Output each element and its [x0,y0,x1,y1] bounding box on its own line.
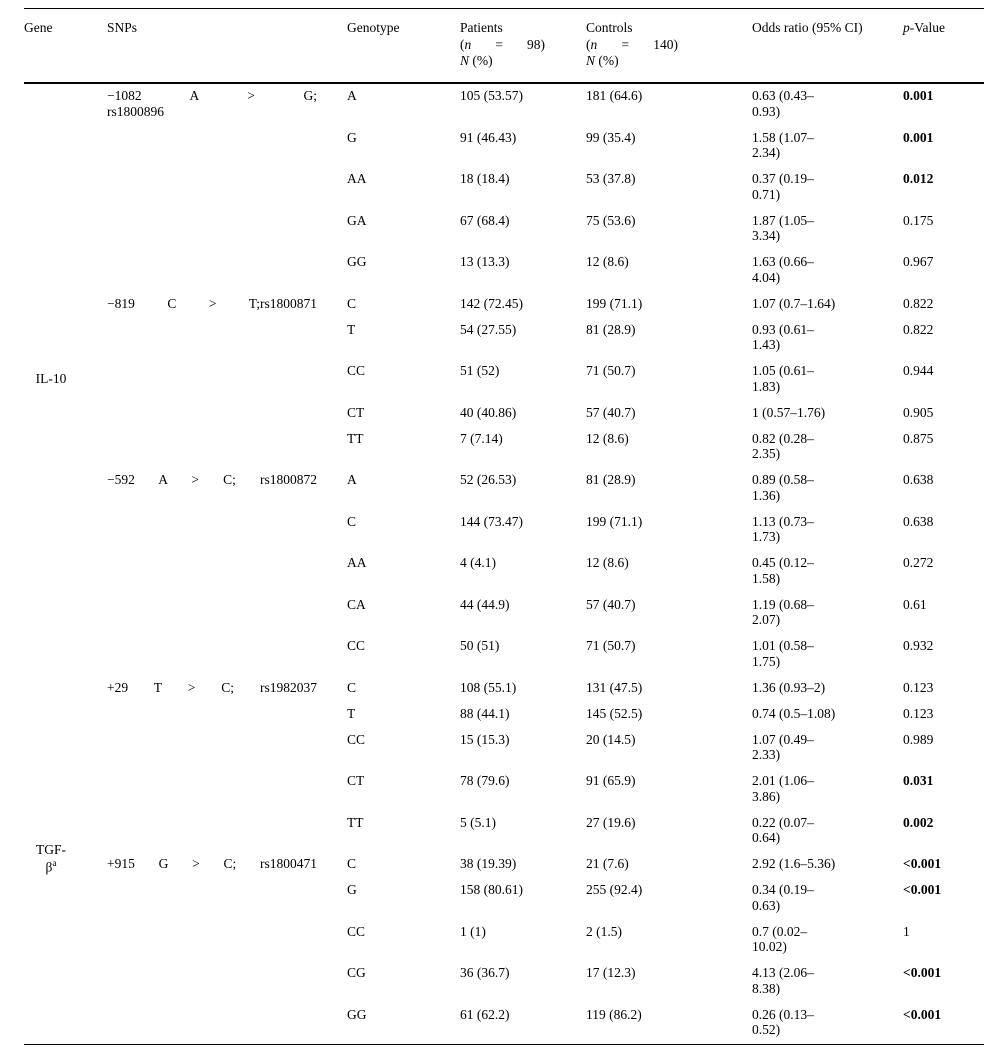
odds-ratio-value: 0.74 (0.5–1.08) [752,705,836,721]
patients-header-line3 [460,53,578,70]
pvalue-cell: 0.031 [903,773,934,788]
genotype-cell: A [347,472,357,487]
header-row [24,9,984,83]
odds-ratio-value: 0.34 (0.19–0.63) [752,882,814,913]
controls-cell: 145 (52.5) [586,705,643,721]
table-body [24,83,984,1045]
controls-cell: 27 (19.6) [586,814,636,830]
odds-ratio-cell [752,919,903,961]
odds-ratio-value: 1.07 (0.49–2.33) [752,731,814,762]
odds-ratio-cell [752,359,903,401]
controls-cell: 12 (8.6) [586,254,629,269]
controls-cell: 181 (64.6) [586,88,643,103]
odds-ratio-value: 1.19 (0.68–2.07) [752,596,814,627]
genotype-cell: GA [347,212,367,228]
odds-ratio-cell [752,468,903,510]
controls-cell: 71 (50.7) [586,638,636,653]
odds-ratio-cell [752,878,903,920]
odds-ratio-cell [752,291,903,317]
patients-cell: 5 (5.1) [460,814,496,830]
patients-cell: 61 (62.2) [460,1006,510,1022]
genotype-cell: CT [347,404,365,420]
genotype-cell: AA [347,555,367,570]
snp-cell [107,852,347,1045]
patients-cell: 13 (13.3) [460,254,510,269]
controls-header-line1: Controls [586,20,633,35]
patients-cell: 88 (44.1) [460,705,510,721]
genotype-cell: CG [347,965,366,980]
col-header-pvalue [903,9,984,83]
snp-label-line: +29 T > C; rs1982037 [107,679,317,695]
col-header-genotype [347,9,460,83]
snp-label-line: +915 G > C; rs1800471 [107,856,317,871]
odds-ratio-value: 0.63 (0.43–0.93) [752,88,814,119]
controls-pct-label: (%) [595,53,619,68]
pvalue-cell: 0.001 [903,129,934,145]
controls-cell: 57 (40.7) [586,404,636,420]
patients-cell: 67 (68.4) [460,212,510,228]
gene-cell [24,83,107,676]
patients-cell: 91 (46.43) [460,129,517,145]
odds-ratio-cell [752,701,903,727]
controls-cell: 57 (40.7) [586,596,636,612]
controls-cell: 91 (65.9) [586,773,636,788]
odds-ratio-cell [752,551,903,593]
odds-ratio-cell [752,208,903,250]
results-table [24,8,984,1045]
pvalue-cell: <0.001 [903,856,942,871]
snp-cell [107,83,347,292]
odds-ratio-value: 1.63 (0.66–4.04) [752,254,814,285]
pvalue-cell: 0.123 [903,705,934,721]
controls-cell: 199 (71.1) [586,295,643,311]
odds-ratio-value: 0.7 (0.02–10.02) [752,923,808,954]
pvalue-cell: 0.123 [903,679,934,695]
pvalue-cell: 0.905 [903,404,934,420]
pvalue-cell: 0.61 [903,596,927,612]
odds-ratio-cell [752,1002,903,1044]
patients-cell: 51 (52) [460,363,500,378]
pvalue-cell: 0.967 [903,254,934,269]
pvalue-cell: 1 [903,923,910,939]
odds-ratio-cell [752,727,903,769]
controls-header-line3 [586,53,744,70]
odds-ratio-value: 1.07 (0.7–1.64) [752,295,836,311]
odds-ratio-value: 0.26 (0.13–0.52) [752,1006,814,1037]
odds-ratio-value: 1.05 (0.61–1.83) [752,363,814,394]
odds-ratio-value: 0.45 (0.12–1.58) [752,555,814,586]
patients-cell: 4 (4.1) [460,555,496,570]
controls-cell: 75 (53.6) [586,212,636,228]
odds-ratio-cell [752,400,903,426]
snp-cell [107,468,347,676]
genotype-cell: CC [347,363,366,378]
pvalue-cell: 0.944 [903,363,934,378]
odds-ratio-cell [752,250,903,292]
pvalue-cell: 0.175 [903,212,934,228]
col-header-gene [24,9,107,83]
controls-n-value: = 140) [597,36,678,52]
genotype-cell: G [347,882,357,897]
patients-cell: 52 (26.53) [460,472,517,487]
gene-label-line: $\beta^a$ [45,859,57,875]
controls-cell: 255 (92.4) [586,882,643,897]
patients-cell: 158 (80.61) [460,882,523,897]
col-header-odds-ratio [752,9,903,83]
controls-cell: 199 (71.1) [586,513,643,529]
pvalue-cell: 0.932 [903,638,934,653]
odds-ratio-value: 0.82 (0.28–2.35) [752,430,814,461]
pvalue-header-rest: -Value [909,20,945,35]
genotype-cell: G [347,129,357,145]
odds-ratio-cell [752,426,903,468]
odds-ratio-value: 0.22 (0.07–0.64) [752,814,814,845]
genotype-cell: TT [347,814,364,830]
odds-ratio-cell [752,509,903,551]
odds-ratio-cell [752,83,903,126]
controls-cell: 12 (8.6) [586,555,629,570]
patients-cell: 40 (40.86) [460,404,517,420]
table-row [24,852,984,878]
controls-cell: 17 (12.3) [586,965,636,980]
odds-ratio-value: 2.92 (1.6–5.36) [752,856,836,871]
genotype-cell: C [347,513,357,529]
pvalue-cell: 0.001 [903,88,934,103]
table-row [24,675,984,701]
genotype-cell: C [347,679,357,695]
pvalue-p-symbol: p [903,20,910,35]
snp-label-line: −592 A > C; rs1800872 [107,472,317,487]
odds-ratio-cell [752,317,903,359]
snp-label-line: −1082 A > G; [107,88,317,103]
patients-cell: 1 (1) [460,923,486,939]
odds-ratio-cell [752,634,903,676]
genotype-cell: GG [347,1006,367,1022]
gene-label [24,842,78,876]
pvalue-cell: 0.002 [903,814,934,830]
patients-cell: 144 (73.47) [460,513,523,529]
patients-cell: 18 (18.4) [460,171,510,186]
patients-header-line2 [460,37,545,54]
genotype-cell: CC [347,731,366,747]
controls-cell: 20 (14.5) [586,731,636,747]
controls-cell: 99 (35.4) [586,129,636,145]
genotype-cell: T [347,321,356,337]
table-row [24,468,984,510]
patients-cell: 108 (55.1) [460,679,517,695]
col-header-snps [107,9,347,83]
controls-cell: 12 (8.6) [586,430,629,446]
genotype-cell: GG [347,254,367,269]
odds-ratio-header-label: Odds ratio (95% CI) [752,20,863,35]
controls-cell: 131 (47.5) [586,679,643,695]
patients-cell: 50 (51) [460,638,500,653]
snp-cell [107,291,347,468]
genotype-cell: AA [347,171,367,186]
col-header-controls [586,9,752,83]
odds-ratio-value: 1.01 (0.58–1.75) [752,638,814,669]
genotype-cell: CA [347,596,366,612]
pvalue-cell: 0.875 [903,430,934,446]
genotype-cell: TT [347,430,364,446]
patients-cell: 78 (79.6) [460,773,510,788]
patients-N-symbol: N [460,53,470,68]
snp-label-line: −819 C > T;rs1800871 [107,295,317,311]
patients-cell: 142 (72.45) [460,295,523,311]
snp-cell [107,675,347,852]
patients-cell: 44 (44.9) [460,596,510,612]
controls-cell: 53 (37.8) [586,171,636,186]
odds-ratio-cell [752,810,903,852]
genotype-cell: T [347,705,356,721]
genotype-cell: C [347,856,357,871]
patients-cell: 38 (19.39) [460,856,517,871]
odds-ratio-value: 0.89 (0.58–1.36) [752,472,814,503]
genotype-cell: A [347,88,357,103]
gene-header-label: Gene [24,20,53,35]
odds-ratio-value: 1 (0.57–1.76) [752,404,826,420]
odds-ratio-value: 0.93 (0.61–1.43) [752,321,814,352]
odds-ratio-value: 1.13 (0.73–1.73) [752,513,814,544]
table-row [24,83,984,126]
patients-n-open: ( [460,36,465,52]
patients-cell: 105 (53.57) [460,88,523,103]
odds-ratio-cell [752,852,903,878]
odds-ratio-cell [752,675,903,701]
pvalue-cell: 0.638 [903,472,934,487]
odds-ratio-cell [752,125,903,167]
gene-label [24,371,78,387]
patients-n-symbol: n [464,36,472,52]
gene-footnote-marker: a [52,859,57,870]
odds-ratio-cell [752,769,903,811]
genotype-cell: CC [347,638,366,653]
controls-header-line2 [586,37,678,54]
pvalue-cell: <0.001 [903,965,942,980]
odds-ratio-value: 0.37 (0.19–0.71) [752,171,814,202]
snps-header-label: SNPs [107,20,138,35]
patients-cell: 15 (15.3) [460,731,510,747]
genotype-header-label: Genotype [347,20,400,35]
genotype-cell: CC [347,923,366,939]
patients-cell: 36 (36.7) [460,965,510,980]
controls-cell: 2 (1.5) [586,923,622,939]
odds-ratio-value: 1.87 (1.05–3.34) [752,212,814,243]
patients-header-line1: Patients [460,20,503,35]
odds-ratio-value: 4.13 (2.06–8.38) [752,965,814,996]
pvalue-cell: <0.001 [903,1006,942,1022]
gene-label-line: TGF- [36,841,66,857]
table-row [24,291,984,317]
odds-ratio-value: 2.01 (1.06–3.86) [752,773,814,804]
controls-n-symbol: n [590,36,598,52]
pvalue-cell: 0.272 [903,555,934,570]
odds-ratio-cell [752,592,903,634]
controls-cell: 21 (7.6) [586,856,629,871]
odds-ratio-cell [752,167,903,209]
patients-n-value: = 98) [471,36,545,52]
controls-cell: 119 (86.2) [586,1006,642,1022]
pvalue-cell: 0.822 [903,295,934,311]
pvalue-cell: 0.822 [903,321,934,337]
odds-ratio-value: 1.58 (1.07–2.34) [752,129,814,160]
controls-N-symbol: N [586,53,596,68]
pvalue-cell: 0.638 [903,513,934,529]
controls-cell: 81 (28.9) [586,472,636,487]
controls-cell: 71 (50.7) [586,363,636,378]
gene-label-line: IL-10 [35,370,67,386]
genotype-cell: CT [347,773,365,788]
odds-ratio-value: 1.36 (0.93–2) [752,679,826,695]
patients-cell: 54 (27.55) [460,321,517,337]
snp-label-line: rs1800896 [107,103,164,119]
gene-cell [24,675,107,1044]
patients-pct-label: (%) [469,53,493,68]
pvalue-cell: 0.989 [903,731,934,747]
table-header [24,9,984,83]
pvalue-cell: <0.001 [903,882,942,897]
odds-ratio-cell [752,961,903,1003]
col-header-patients [460,9,586,83]
controls-cell: 81 (28.9) [586,321,636,337]
pvalue-cell: 0.012 [903,171,934,186]
patients-cell: 7 (7.14) [460,430,503,446]
controls-n-open: ( [586,36,591,52]
genotype-cell: C [347,295,357,311]
